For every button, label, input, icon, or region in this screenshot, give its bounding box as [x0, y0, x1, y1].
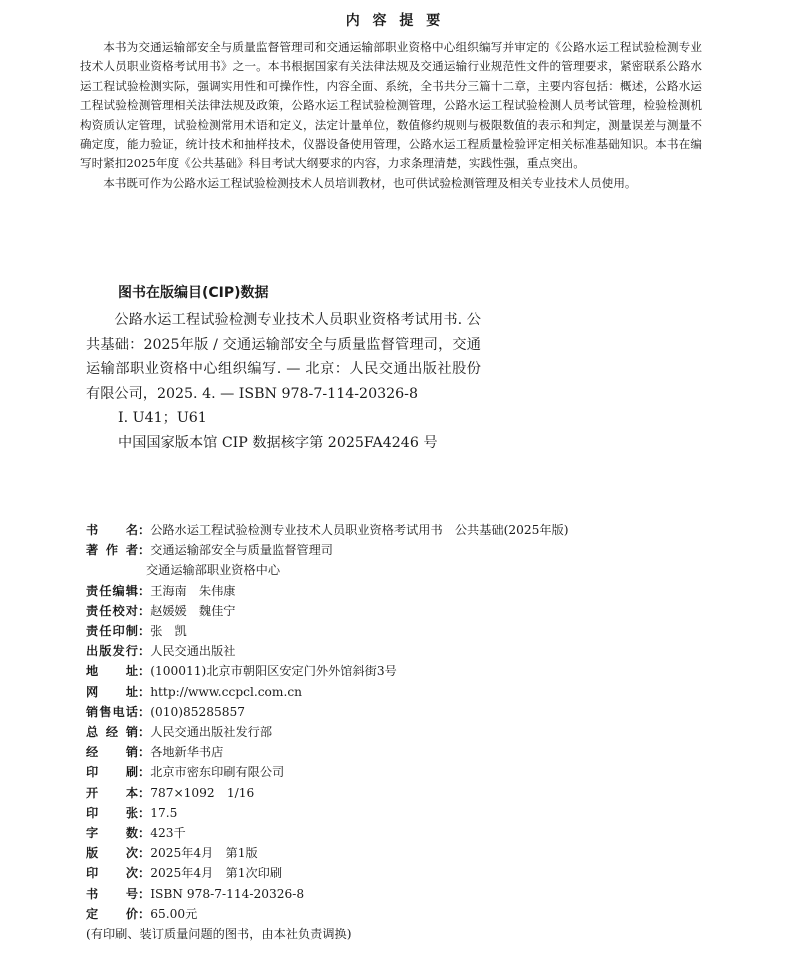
colophon: [86, 520, 726, 944]
summary-paragraph: 本书为交通运输部安全与质量监督管理司和交通运输部职业资格中心组织编写并审定的《公路水运工程试验检测专业技术人员职业资格考试用书》之一。本书根据国家有关法律法规及交通运输行业规范性文件的管理要求，紧密联系公路水运工程试验检测实际，强调实用性和可操作性，内容全面、系统，全书共分三篇十二章，主要内容包括：概述，公路水运工程试验检测管理相关法律法规及政策，公路水运工程试验检测管理，公路水运工程试验检测人员考试管理，检验检测机构资质认定管理，试验检测常用术语和定义，法定计量单位，数值修约规则与极限数值的表示和判定，测量误差与测量不确定度，能力验证，统计技术和抽样技术，仪器设备使用管理，公路水运工程质量检验评定相关标准基础知识。本书在编写时紧扣2025年度《公共基础》科目考试大纲要求的内容，力求条理清楚，实践性强，重点突出。: [80, 40, 702, 171]
colophon-colon: ：: [138, 603, 151, 618]
colophon-value: 人民交通出版社: [150, 644, 236, 659]
colophon-value: 人民交通出版社发行部: [150, 725, 273, 740]
colophon-colon: ：: [138, 543, 151, 558]
colophon-row: [86, 762, 726, 782]
colophon-colon: ：: [138, 866, 151, 881]
colophon-value: ISBN 978-7-114-20326-8: [150, 886, 305, 901]
colophon-row: [86, 823, 726, 843]
colophon-row: [86, 560, 726, 580]
cip-record-block: [86, 308, 481, 456]
colophon-label: 责 任 校 对: [86, 603, 138, 618]
colophon-label: 定 价: [86, 906, 138, 921]
colophon-value: 王海南 朱伟康: [150, 583, 236, 598]
colophon-label: 开 本: [86, 785, 138, 800]
summary-text: [80, 38, 702, 193]
colophon-label: 出 版 发 行: [86, 644, 138, 659]
colophon-row: [86, 884, 726, 904]
colophon-colon: ：: [138, 785, 151, 800]
colophon-value: http://www.ccpcl.com.cn: [150, 684, 302, 699]
colophon-row: [86, 783, 726, 803]
colophon-value: 65.00元: [150, 906, 198, 921]
cip-data-number: 中国国家版本馆 CIP 数据核字第 2025FA4246 号: [118, 434, 438, 451]
colophon-value: (100011)北京市朝阳区安定门外外馆斜街3号: [150, 664, 397, 679]
colophon-label: 总 经 销: [86, 725, 138, 740]
colophon-label: 书 名: [86, 523, 138, 537]
colophon-row: [86, 843, 726, 863]
colophon-row: [86, 661, 726, 681]
colophon-label: 责 任 印 制: [86, 624, 138, 639]
colophon-label: 书 号: [86, 886, 138, 901]
colophon-colon: ：: [138, 644, 151, 659]
colophon-colon: ：: [138, 805, 151, 820]
colophon-row: [86, 742, 726, 762]
colophon-row: [86, 581, 726, 601]
colophon-label: 著 作 者: [86, 543, 138, 558]
colophon-colon: ：: [138, 765, 151, 780]
colophon-value: 各地新华书店: [150, 745, 224, 760]
colophon-label: 销 售 电 话: [86, 704, 138, 719]
colophon-row: [86, 601, 726, 621]
summary-paragraph: 本书既可作为公路水运工程试验检测技术人员培训教材，也可供试验检测管理及相关专业技术人员使用。: [103, 175, 637, 190]
colophon-label: 印 刷: [86, 765, 138, 780]
colophon-row: [86, 621, 726, 641]
colophon-label: 责 任 编 辑: [86, 583, 138, 598]
colophon-value: 赵媛媛 魏佳宁: [150, 603, 236, 618]
colophon-colon: ：: [138, 583, 151, 598]
colophon-value: 交通运输部安全与质量监督管理司: [150, 543, 333, 558]
colophon-colon: ：: [138, 664, 151, 679]
colophon-colon: ：: [138, 886, 151, 901]
colophon-row: [86, 702, 726, 722]
colophon-row: [86, 803, 726, 823]
cip-record: 公路水运工程试验检测专业技术人员职业资格考试用书. 公共基础：2025年版 / 交通运输部安全与质量监督管理司，交通运输部职业资格中心组织编写. — 北京：人民交通出版社股份有限公司，2025. 4. — ISBN 978-7-114-20326-8: [86, 312, 481, 402]
colophon-value: 公路水运工程试验检测专业技术人员职业资格考试用书 公共基础(2025年版): [150, 523, 569, 537]
colophon-value: 张 凯: [150, 624, 187, 639]
colophon-value: (010)85285857: [150, 704, 245, 719]
colophon-label: 经 销: [86, 745, 138, 760]
colophon-label: 印 次: [86, 866, 138, 881]
colophon-row: [86, 904, 726, 924]
colophon-value: 2025年4月 第1次印刷: [150, 866, 283, 881]
colophon-colon: ：: [138, 684, 151, 699]
colophon-row: [86, 682, 726, 702]
colophon-label: 版 次: [86, 846, 138, 861]
colophon-colon: ：: [138, 624, 151, 639]
quality-note: (有印刷、装订质量问题的图书，由本社负责调换): [86, 927, 352, 942]
colophon-colon: ：: [138, 725, 151, 740]
colophon-value: 423千: [150, 826, 186, 841]
colophon-row: [86, 520, 726, 540]
colophon-row: [86, 722, 726, 742]
cip-classification: Ⅰ. U41；U61: [118, 410, 207, 427]
summary-title: 内 容 提 要: [345, 13, 445, 29]
colophon-colon: ：: [138, 745, 151, 760]
colophon-rows: [86, 520, 726, 924]
colophon-value: 北京市密东印刷有限公司: [150, 765, 285, 780]
colophon-label: 网 址: [86, 684, 138, 699]
cip-heading: 图书在版编目(CIP)数据: [118, 285, 269, 301]
colophon-colon: ：: [138, 846, 151, 861]
colophon-colon: ：: [138, 704, 151, 719]
colophon-label: 地 址: [86, 664, 138, 679]
colophon-value: 17.5: [150, 805, 178, 820]
colophon-value: 交通运输部职业资格中心: [146, 563, 281, 578]
colophon-row: [86, 641, 726, 661]
colophon-colon: ：: [138, 906, 151, 921]
colophon-colon: ：: [138, 523, 151, 537]
colophon-row: [86, 863, 726, 883]
colophon-value: 787×1092 1/16: [150, 785, 255, 800]
colophon-value: 2025年4月 第1版: [150, 846, 258, 861]
colophon-colon: ：: [138, 826, 151, 841]
colophon-row: [86, 540, 726, 560]
colophon-label: 印 张: [86, 805, 138, 820]
colophon-label: 字 数: [86, 826, 138, 841]
